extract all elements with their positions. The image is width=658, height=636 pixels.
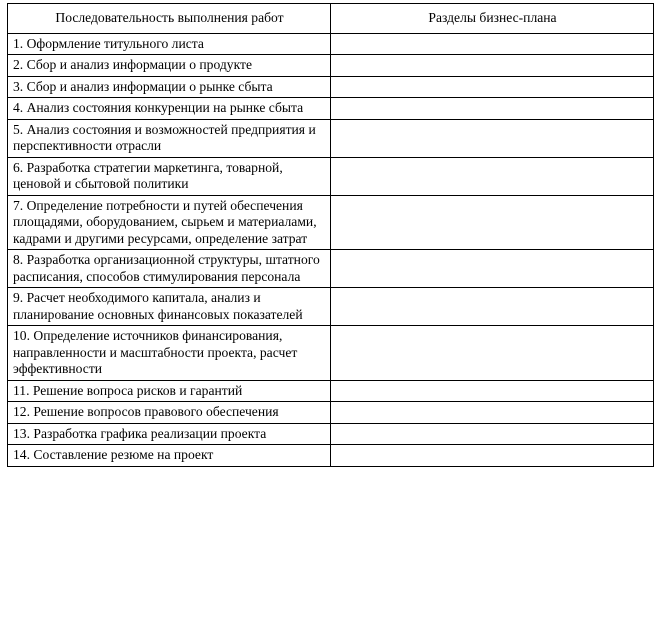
work-step-cell: 3. Сбор и анализ информации о рынке сбыта [8, 76, 331, 98]
work-step-cell: 13. Разработка графика реализации проекта [8, 423, 331, 445]
table-row [8, 402, 654, 424]
table-row [8, 119, 654, 157]
table-row [8, 33, 654, 55]
table-row [8, 288, 654, 326]
table-row [8, 157, 654, 195]
table-header-row [8, 4, 654, 34]
work-step-cell: 11. Решение вопроса рисков и гарантий [8, 380, 331, 402]
table-row [8, 98, 654, 120]
business-plan-table-container [7, 3, 653, 467]
work-step-cell: 9. Расчет необходимого капитала, анализ и планирование основных финансовых показателей [8, 288, 331, 326]
work-step-cell: 2. Сбор и анализ информации о продукте [8, 55, 331, 77]
table-row [8, 445, 654, 467]
work-step-cell: 5. Анализ состояния и возможностей предприятия и перспективности отрасли [8, 119, 331, 157]
work-step-cell: 1. Оформление титульного листа [8, 33, 331, 55]
plan-section-cell[interactable] [331, 98, 654, 120]
column-header-work-sequence: Последовательность выполнения работ [8, 4, 331, 34]
table-row [8, 76, 654, 98]
plan-section-cell[interactable] [331, 33, 654, 55]
plan-section-cell[interactable] [331, 157, 654, 195]
plan-section-cell[interactable] [331, 380, 654, 402]
plan-section-cell[interactable] [331, 445, 654, 467]
work-step-cell: 7. Определение потребности и путей обеспечения площадями, оборудованием, сырьем и материалами, кадрами и другими ресурсами, определение затрат [8, 195, 331, 250]
work-step-cell: 4. Анализ состояния конкуренции на рынке сбыта [8, 98, 331, 120]
plan-section-cell[interactable] [331, 423, 654, 445]
work-step-cell: 6. Разработка стратегии маркетинга, товарной, ценовой и сбытовой политики [8, 157, 331, 195]
plan-section-cell[interactable] [331, 195, 654, 250]
plan-section-cell[interactable] [331, 288, 654, 326]
table-row [8, 380, 654, 402]
business-plan-table [7, 3, 654, 467]
column-header-plan-sections: Разделы бизнес-плана [331, 4, 654, 34]
work-step-cell: 10. Определение источников финансирования, направленности и масштабности проекта, расчет эффективности [8, 326, 331, 381]
plan-section-cell[interactable] [331, 402, 654, 424]
table-row [8, 250, 654, 288]
table-row [8, 195, 654, 250]
table-row [8, 326, 654, 381]
plan-section-cell[interactable] [331, 55, 654, 77]
work-step-cell: 8. Разработка организационной структуры, штатного расписания, способов стимулирования персонала [8, 250, 331, 288]
work-step-cell: 14. Составление резюме на проект [8, 445, 331, 467]
plan-section-cell[interactable] [331, 119, 654, 157]
table-body [8, 33, 654, 466]
plan-section-cell[interactable] [331, 76, 654, 98]
plan-section-cell[interactable] [331, 250, 654, 288]
work-step-cell: 12. Решение вопросов правового обеспечения [8, 402, 331, 424]
table-row [8, 55, 654, 77]
table-row [8, 423, 654, 445]
plan-section-cell[interactable] [331, 326, 654, 381]
